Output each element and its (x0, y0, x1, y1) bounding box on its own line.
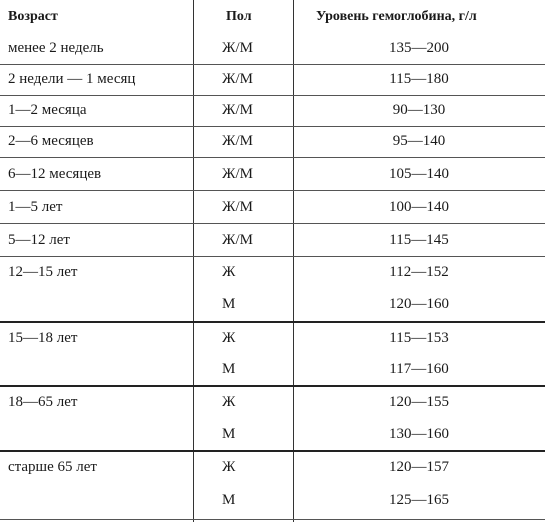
hemoglobin-cell: 105—140 (389, 166, 449, 182)
table-row (0, 225, 545, 256)
age-cell: 12—15 лет (8, 264, 78, 280)
sex-cell: Ж/М (222, 102, 253, 118)
age-cell: 18—65 лет (8, 394, 78, 410)
sex-cell: М (222, 296, 236, 312)
table-row (0, 33, 545, 64)
hemoglobin-cell: 120—155 (389, 394, 449, 410)
table-row (0, 95, 545, 126)
age-cell: 1—5 лет (8, 199, 63, 215)
row-divider (0, 223, 545, 224)
table-row (0, 192, 545, 223)
header-age: Возраст (8, 9, 58, 24)
sex-cell: Ж/М (222, 133, 253, 149)
age-cell: 15—18 лет (8, 330, 78, 346)
sex-cell: Ж (222, 394, 236, 410)
hemoglobin-cell: 100—140 (389, 199, 449, 215)
hemoglobin-cell: 90—130 (392, 102, 446, 118)
table-header (0, 0, 545, 33)
age-cell: 2 недели — 1 месяц (8, 71, 136, 87)
age-cell: 2—6 месяцев (8, 133, 94, 149)
sex-cell: Ж/М (222, 40, 253, 56)
header-hemoglobin: Уровень гемоглобина, г/л (316, 9, 477, 24)
sex-cell: М (222, 361, 236, 377)
header-sex: Пол (226, 9, 252, 24)
hemoglobin-cell: 135—200 (389, 40, 449, 56)
age-cell: 6—12 месяцев (8, 166, 102, 182)
age-cell: 5—12 лет (8, 232, 70, 248)
sex-cell: Ж/М (222, 199, 253, 215)
hemoglobin-cell: 95—140 (392, 133, 446, 149)
sex-cell: М (222, 426, 236, 442)
hemoglobin-cell: 112—152 (389, 264, 449, 280)
sex-cell: Ж (222, 330, 236, 346)
hemoglobin-cell: 130—160 (389, 426, 449, 442)
row-divider (0, 190, 545, 191)
hemoglobin-cell: 120—157 (389, 459, 449, 475)
sex-cell: М (222, 492, 236, 508)
table-row (0, 323, 545, 385)
hemoglobin-cell: 120—160 (389, 296, 449, 312)
age-cell: старше 65 лет (8, 459, 97, 475)
table-row (0, 387, 545, 449)
hemoglobin-cell: 115—145 (389, 232, 449, 248)
hemoglobin-cell: 125—165 (389, 492, 449, 508)
age-cell: менее 2 недель (8, 40, 104, 56)
age-cell: 1—2 месяца (8, 102, 87, 118)
sex-cell: Ж (222, 264, 236, 280)
sex-cell: Ж/М (222, 166, 253, 182)
sex-cell: Ж/М (222, 232, 253, 248)
hemoglobin-cell: 115—153 (389, 330, 449, 346)
table-row (0, 257, 545, 321)
table-row (0, 452, 545, 518)
row-divider (0, 519, 545, 520)
hemoglobin-cell: 117—160 (389, 361, 449, 377)
hemoglobin-cell: 115—180 (389, 71, 449, 87)
table-row (0, 64, 545, 95)
sex-cell: Ж (222, 459, 236, 475)
sex-cell: Ж/М (222, 71, 253, 87)
table-row (0, 159, 545, 190)
row-divider (0, 157, 545, 158)
table-row (0, 126, 545, 157)
